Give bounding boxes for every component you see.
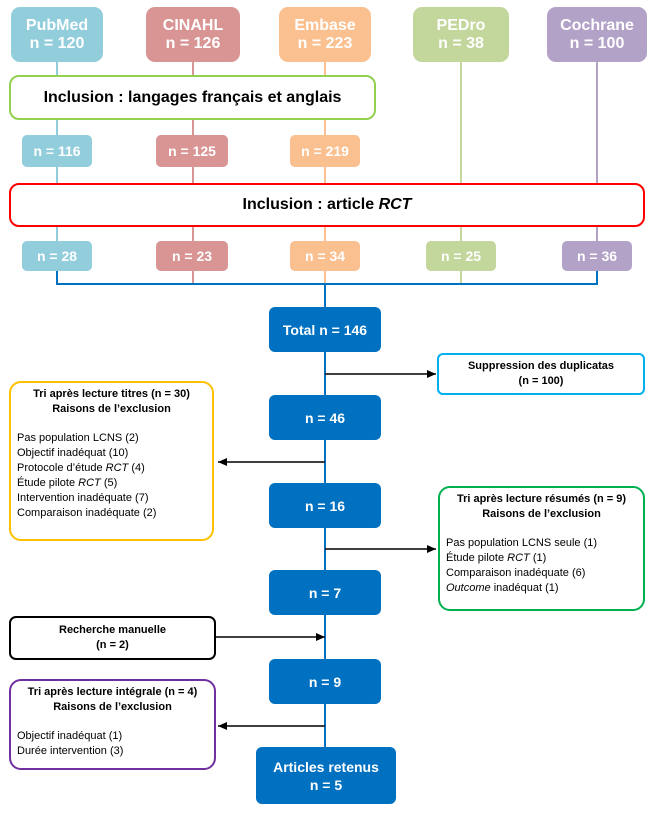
title-screening-heading: Tri après lecture titres (n = 30): [33, 388, 190, 400]
count-pubmed-rct: [22, 241, 92, 271]
flow-total-label: Total n = 146: [282, 321, 368, 338]
flow-n16: [269, 483, 381, 528]
source-name: Cochrane: [560, 16, 634, 34]
abstract-screening-box: [438, 486, 645, 611]
exclusion-reason: Pas population LCNS (2): [17, 432, 139, 444]
source-embase: [279, 7, 371, 62]
duplicates-count: (n = 100): [518, 375, 564, 387]
count-cochrane-rct: [562, 241, 632, 271]
count-cinahl-language: [156, 135, 228, 167]
flow-n46-label: n = 46: [304, 409, 346, 426]
abstract-screening-heading: Tri après lecture résumés (n = 9): [456, 493, 627, 505]
source-cinahl: [146, 7, 240, 62]
count-pedro-rct: [426, 241, 496, 271]
count-value: n = 36: [576, 248, 618, 264]
duplicates-title: Suppression des duplicatas: [467, 360, 615, 372]
exclusion-reason: Protocole d’étude RCT (4): [17, 462, 145, 474]
manual-search-count: (n = 2): [96, 639, 129, 651]
inclusion-rct-label: Inclusion : article: [242, 196, 379, 213]
inclusion-rct-emphasis: RCT: [378, 196, 412, 213]
flow-n7-label: n = 7: [308, 584, 342, 601]
exclusion-reason: Étude pilote RCT (5): [17, 477, 118, 489]
exclusion-reason: Durée intervention (3): [17, 745, 124, 757]
source-count: n = 223: [297, 34, 353, 52]
flow-n46: [269, 395, 381, 440]
manual-search-box: [9, 616, 216, 660]
abstract-screening-subheading: Raisons de l’exclusion: [482, 508, 601, 520]
source-name: Embase: [294, 16, 356, 34]
exclusion-reason: Objectif inadéquat (10): [17, 447, 129, 459]
source-count: n = 38: [438, 34, 484, 52]
source-count: n = 100: [569, 34, 625, 52]
count-embase-language: [290, 135, 360, 167]
title-screening-box: [9, 381, 214, 541]
source-pubmed: [11, 7, 103, 62]
count-value: n = 125: [168, 143, 216, 159]
count-value: n = 116: [33, 143, 81, 159]
source-name: PEDro: [436, 16, 486, 34]
flow-total: [269, 307, 381, 352]
flow-n16-label: n = 16: [304, 497, 346, 514]
count-cinahl-rct: [156, 241, 228, 271]
count-value: n = 34: [304, 248, 346, 264]
inclusion-rct-box: [9, 183, 645, 227]
source-count: n = 120: [29, 34, 85, 52]
exclusion-reason: Comparaison inadéquate (2): [17, 507, 157, 519]
flow-n9-label: n = 9: [308, 673, 342, 690]
flow-retained-count: n = 5: [309, 776, 343, 793]
source-cochrane: [547, 7, 647, 62]
fulltext-screening-subheading: Raisons de l’exclusion: [53, 701, 172, 713]
exclusion-reason: Pas population LCNS seule (1): [446, 537, 598, 549]
flow-n7: [269, 570, 381, 615]
title-screening-subheading: Raisons de l’exclusion: [52, 403, 171, 415]
exclusion-reason: Comparaison inadéquate (6): [446, 567, 586, 579]
count-pubmed-language: [22, 135, 92, 167]
source-name: CINAHL: [162, 16, 224, 34]
inclusion-language-label: Inclusion : langages français et anglais: [43, 88, 342, 106]
flow-retained: [256, 747, 396, 804]
source-pedro: [413, 7, 509, 62]
flow-n9: [269, 659, 381, 704]
source-name: PubMed: [25, 16, 89, 34]
fulltext-screening-box: [9, 679, 216, 770]
count-embase-rct: [290, 241, 360, 271]
flow-retained-label: Articles retenus: [273, 758, 379, 775]
inclusion-language-box: [9, 75, 376, 120]
manual-search-title: Recherche manuelle: [59, 624, 166, 636]
duplicates-box: [437, 353, 645, 395]
exclusion-reason: Étude pilote RCT (1): [446, 552, 547, 564]
fulltext-screening-heading: Tri après lecture intégrale (n = 4): [27, 686, 198, 698]
exclusion-reason: Outcome inadéquat (1): [446, 582, 559, 594]
source-count: n = 126: [165, 34, 221, 52]
count-value: n = 219: [301, 143, 349, 159]
merge-connector: [57, 270, 597, 284]
count-value: n = 28: [36, 248, 78, 264]
count-value: n = 25: [440, 248, 482, 264]
exclusion-reason: Intervention inadéquate (7): [17, 492, 149, 504]
count-value: n = 23: [171, 248, 213, 264]
exclusion-reason: Objectif inadéquat (1): [17, 730, 123, 742]
